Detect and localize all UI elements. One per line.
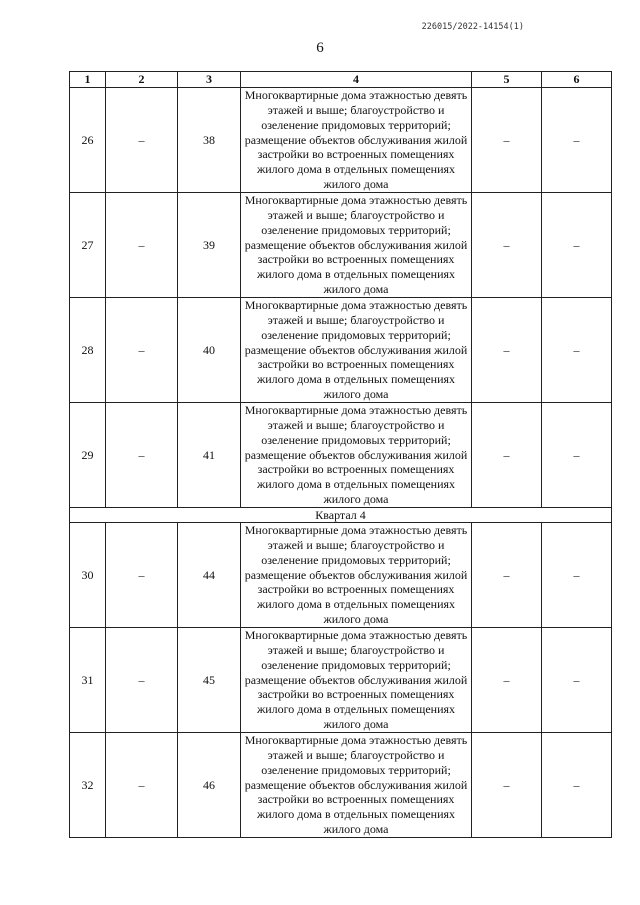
cell-col-5: –	[472, 628, 542, 733]
cell-description: Многоквартирные дома этажностью девять этажей и выше; благоустройство и озеленение придомовых территорий; размещение объектов обслуживания жилой застройки во встроенных помещениях жилого дома в отдельных помещениях жилого дома	[241, 298, 472, 403]
row-number: 27	[70, 193, 106, 298]
cell-description: Многоквартирные дома этажностью девять этажей и выше; благоустройство и озеленение придомовых территорий; размещение объектов обслуживания жилой застройки во встроенных помещениях жилого дома в отдельных помещениях жилого дома	[241, 88, 472, 193]
cell-description: Многоквартирные дома этажностью девять этажей и выше; благоустройство и озеленение придомовых территорий; размещение объектов обслуживания жилой застройки во встроенных помещениях жилого дома в отдельных помещениях жилого дома	[241, 628, 472, 733]
cell-col-6: –	[542, 88, 612, 193]
header-row	[70, 72, 612, 88]
cell-col-2: –	[106, 88, 178, 193]
header-col-4: 4	[241, 72, 472, 88]
cell-col-5: –	[472, 523, 542, 628]
header-col-3: 3	[178, 72, 241, 88]
table-row	[70, 193, 612, 298]
cell-description: Многоквартирные дома этажностью девять этажей и выше; благоустройство и озеленение придомовых территорий; размещение объектов обслуживания жилой застройки во встроенных помещениях жилого дома в отдельных помещениях жилого дома	[241, 523, 472, 628]
table-row	[70, 403, 612, 508]
header-col-2: 2	[106, 72, 178, 88]
cell-col-5: –	[472, 298, 542, 403]
cell-col-5: –	[472, 88, 542, 193]
table-row	[70, 298, 612, 403]
zoning-table	[69, 71, 612, 838]
cell-col-3: 40	[178, 298, 241, 403]
row-number: 31	[70, 628, 106, 733]
cell-description: Многоквартирные дома этажностью девять этажей и выше; благоустройство и озеленение придомовых территорий; размещение объектов обслуживания жилой застройки во встроенных помещениях жилого дома в отдельных помещениях жилого дома	[241, 733, 472, 838]
table-row	[70, 628, 612, 733]
row-number: 26	[70, 88, 106, 193]
cell-col-6: –	[542, 298, 612, 403]
header-col-5: 5	[472, 72, 542, 88]
cell-col-3: 39	[178, 193, 241, 298]
cell-col-5: –	[472, 733, 542, 838]
section-label: Квартал 4	[70, 508, 612, 523]
cell-col-6: –	[542, 523, 612, 628]
header-col-1: 1	[70, 72, 106, 88]
table-row	[70, 88, 612, 193]
cell-col-6: –	[542, 733, 612, 838]
page-number: 6	[316, 40, 324, 56]
table-row	[70, 523, 612, 628]
header-col-6: 6	[542, 72, 612, 88]
cell-col-5: –	[472, 403, 542, 508]
row-number: 32	[70, 733, 106, 838]
cell-col-2: –	[106, 403, 178, 508]
cell-col-2: –	[106, 298, 178, 403]
cell-col-3: 44	[178, 523, 241, 628]
cell-col-6: –	[542, 628, 612, 733]
cell-description: Многоквартирные дома этажностью девять этажей и выше; благоустройство и озеленение придомовых территорий; размещение объектов обслуживания жилой застройки во встроенных помещениях жилого дома в отдельных помещениях жилого дома	[241, 193, 472, 298]
cell-col-6: –	[542, 403, 612, 508]
cell-col-3: 45	[178, 628, 241, 733]
row-number: 28	[70, 298, 106, 403]
cell-col-2: –	[106, 523, 178, 628]
cell-col-2: –	[106, 628, 178, 733]
cell-col-2: –	[106, 193, 178, 298]
cell-col-3: 46	[178, 733, 241, 838]
row-number: 30	[70, 523, 106, 628]
cell-col-2: –	[106, 733, 178, 838]
table-row	[70, 733, 612, 838]
cell-col-3: 38	[178, 88, 241, 193]
document-id: 226015/2022-14154(1)	[421, 22, 524, 32]
cell-col-6: –	[542, 193, 612, 298]
row-number: 29	[70, 403, 106, 508]
cell-description: Многоквартирные дома этажностью девять этажей и выше; благоустройство и озеленение придомовых территорий; размещение объектов обслуживания жилой застройки во встроенных помещениях жилого дома в отдельных помещениях жилого дома	[241, 403, 472, 508]
section-row	[70, 508, 612, 523]
cell-col-5: –	[472, 193, 542, 298]
cell-col-3: 41	[178, 403, 241, 508]
